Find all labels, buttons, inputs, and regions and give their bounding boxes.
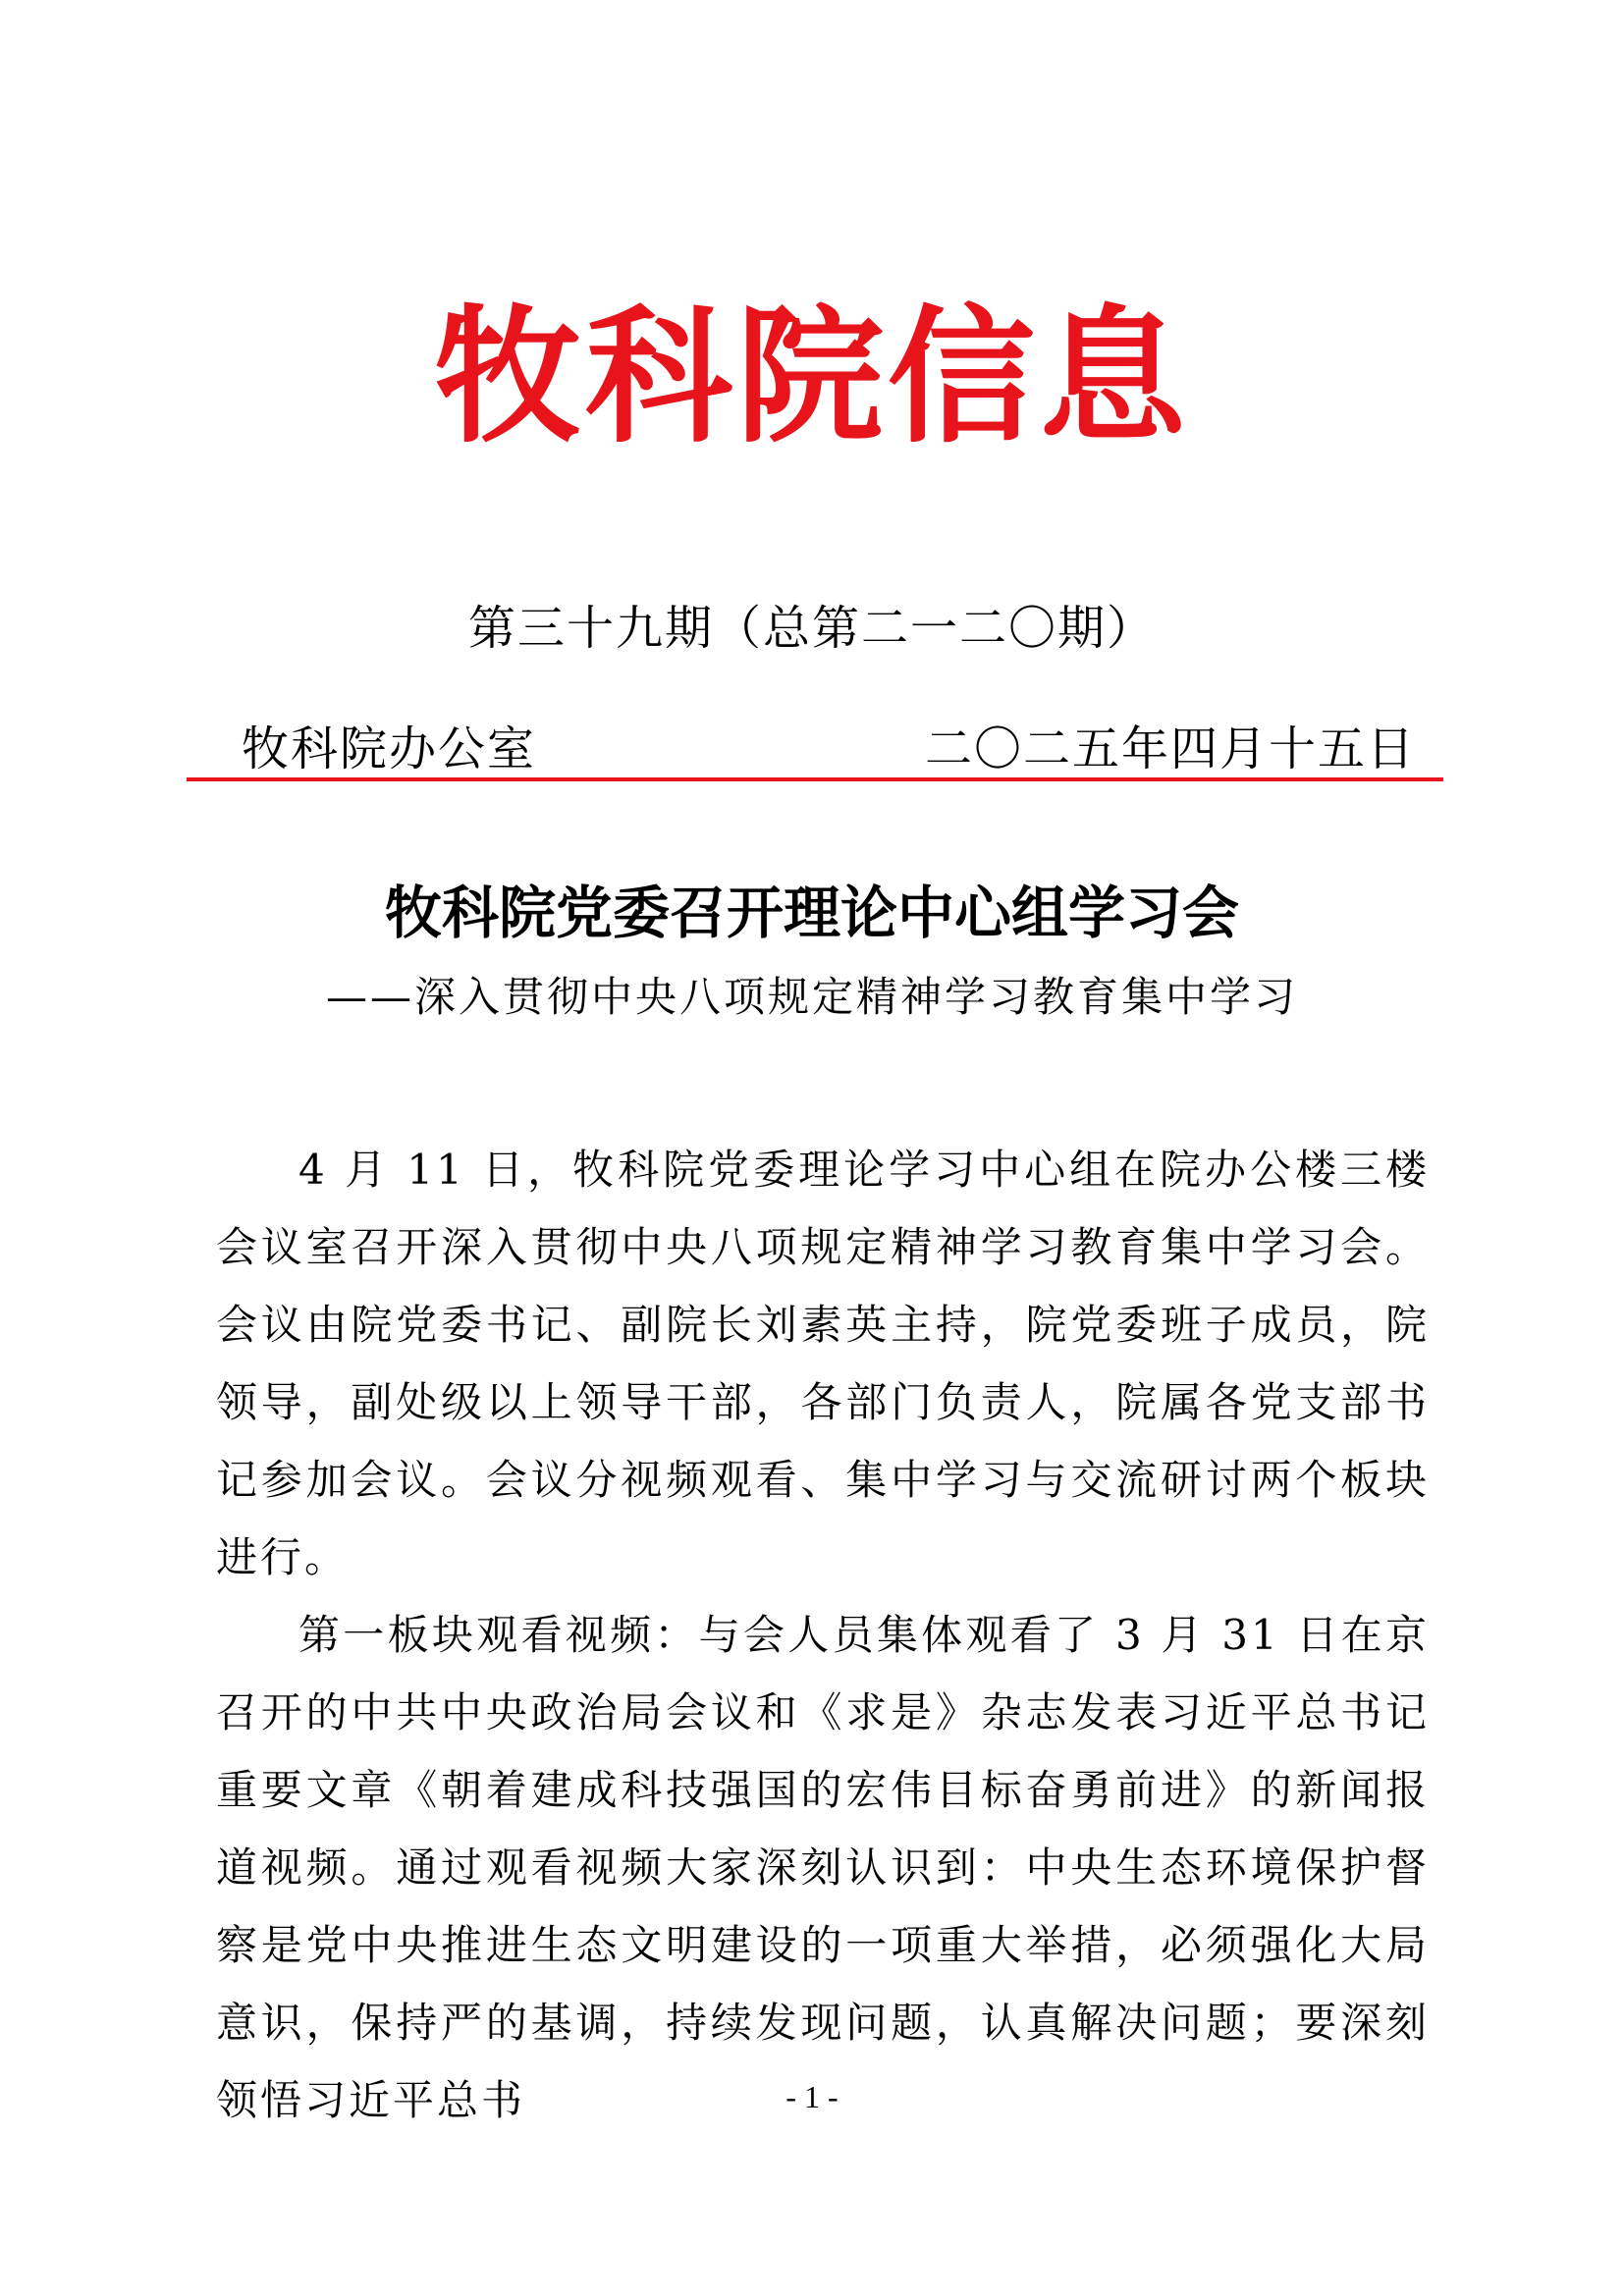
issuing-office: 牧科院办公室: [242, 721, 537, 776]
body-paragraph: 4 月 11 日，牧科院党委理论学习中心组在院办公楼三楼会议室召开深入贯彻中央八项规定精神学习教育集中学习会。会议由院党委书记、副院长刘素英主持，院党委班子成员，院领导，副处级以上领导干部，各部门负责人，院属各党支部书记参加会议。会议分视频观看、集中学习与交流研讨两个板块进行。: [216, 1146, 1430, 1581]
page-number: - 1 -: [785, 2079, 839, 2114]
masthead-title: 牧科院信息: [433, 293, 1190, 463]
article-body: [216, 1131, 1430, 2139]
red-divider-line: [187, 777, 1443, 781]
issue-date: 二〇二五年四月十五日: [924, 721, 1416, 776]
article-subtitle: ——深入贯彻中央八项规定精神学习教育集中学习: [325, 973, 1298, 1021]
body-paragraph: 第一板块观看视频：与会人员集体观看了 3 月 31 日在京召开的中共中央政治局会议和《求是》杂志发表习近平总书记重要文章《朝着建成科技强国的宏伟目标奋勇前进》的新闻报道视频。通过观看视频大家深刻认识到：中央生态环境保护督察是党中央推进生态文明建设的一项重大举措，必须强化大局意识，保持严的基调，持续发现问题，认真解决问题；要深刻领悟习近平总书: [216, 1611, 1430, 2124]
article-title: 牧科院党委召开理论中心组学习会: [384, 880, 1239, 946]
issue-number: 第三十九期（总第二一二〇期）: [467, 601, 1156, 656]
